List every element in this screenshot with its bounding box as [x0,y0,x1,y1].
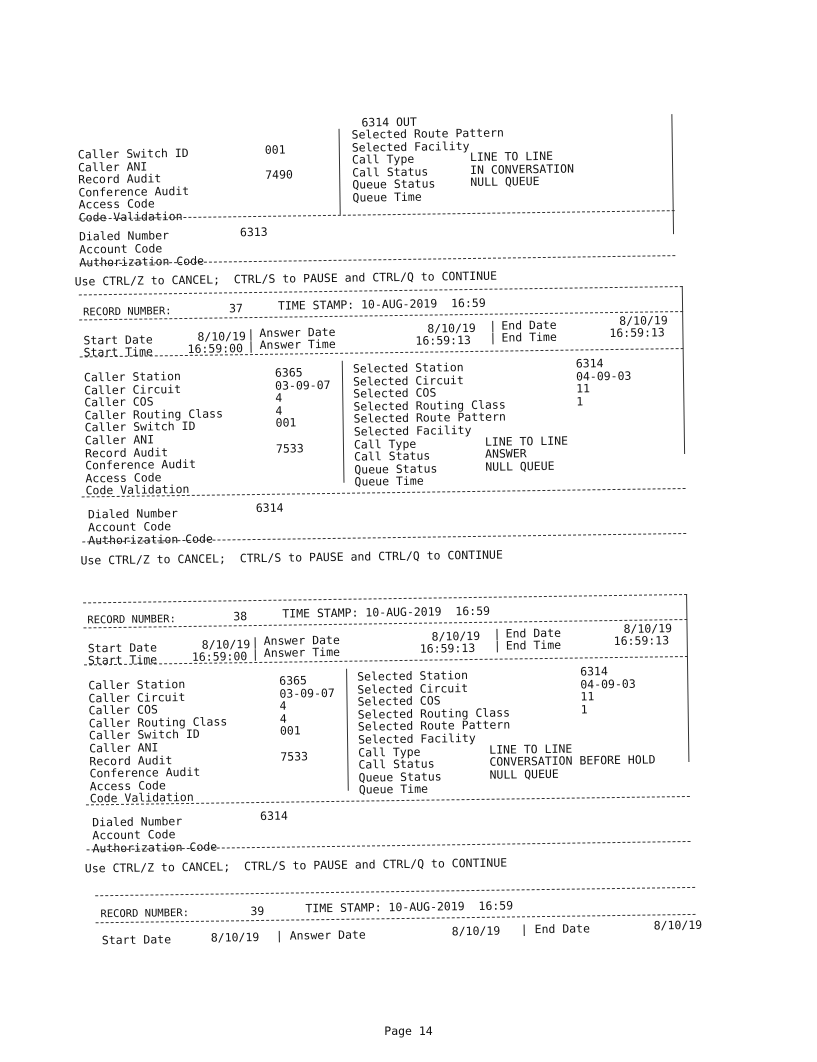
field-label: Conference Audit [78,183,190,199]
account-code-label: Account Code [92,827,176,843]
field-label: Call Type [358,744,421,760]
answer-date-label: Answer Date [259,324,336,340]
authorization-code-label: Authorization Code [88,531,213,548]
field-label: Access Code [89,778,166,794]
field-label: Caller Switch ID [84,419,196,435]
account-code-label: Account Code [79,241,163,257]
end-time-value: 16:59:13 [609,325,665,341]
field-label: Queue Time [352,189,422,205]
field-label: Selected COS [353,385,437,401]
pipe: | [489,330,497,345]
start-time-value: 16:59:00 [191,649,248,664]
field-label: Selected Station [352,360,464,376]
record-number-value: 37 [228,301,243,316]
field-value: 1 [576,394,584,409]
start-date-label: Start Date [87,640,158,656]
start-date-label: Start Date [83,332,153,348]
pipe: | [493,638,501,653]
answer-date-label: Answer Date [263,632,340,648]
field-value: 001 [275,415,297,431]
end-date-value: 8/10/19 [623,621,673,636]
field-label: Caller Station [83,369,182,385]
record-number-label: RECORD NUMBER: [87,613,176,627]
field-label: Code Validation [85,482,190,498]
field-label: Caller COS [88,702,158,718]
answer-time-label: Answer Time [259,336,336,352]
field-label: Caller ANI [84,432,155,448]
record-number-value: 38 [233,609,248,624]
right-border [671,114,674,234]
field-value: 1 [580,702,588,717]
start-time-label: Start Time [87,652,158,668]
field-label: Call Status [358,756,435,772]
field-value: 6365 [279,673,308,688]
end-date-label: | End Date [520,921,591,937]
end-time-value: 16:59:13 [613,633,670,649]
field-label: Call Status [352,164,429,180]
field-label: Call Type [351,151,415,167]
field-label: Selected Route Pattern [351,125,505,142]
answer-time-value: 16:59:13 [415,332,471,348]
field-label: Selected Facility [351,138,470,155]
field-value: 03-09-07 [279,685,335,701]
field-label: Caller ANI [77,158,148,174]
dialed-number-value: 6313 [239,224,268,240]
record-number-label: RECORD NUMBER: [82,305,172,319]
field-label: Record Audit [84,444,169,460]
field-value: LINE TO LINE [469,148,554,164]
column-divider [346,669,349,791]
field-label: Selected Route Pattern [357,717,511,734]
field-label: Selected Station [357,668,469,684]
record-number-value: 39 [250,903,265,919]
field-label: Caller Station [88,677,186,693]
field-value: 11 [580,689,595,704]
answer-date-label: | Answer Date [275,927,366,943]
field-label: Selected Circuit [357,680,469,697]
field-label: Code Validation [89,790,194,806]
field-label: Queue Status [352,176,436,192]
field-value: LINE TO LINE [489,741,573,757]
ctrl-message: Use CTRL/Z to CANCEL; CTRL/S to PAUSE and CTRL/Q to CONTINUE [74,268,498,289]
field-label: Caller Circuit [84,381,182,397]
start-date-value: 8/10/19 [201,637,251,652]
field-value: CONVERSATION BEFORE HOLD [489,752,656,769]
answer-date-value: 8/10/19 [431,628,481,644]
field-value: 4 [279,711,287,726]
field-label: Caller COS [84,394,154,410]
field-value: 001 [264,142,286,157]
start-time-value: 16:59:00 [187,341,244,356]
field-value: NULL QUEUE [489,766,559,782]
pipe: | [493,626,501,641]
answer-date-value: 8/10/19 [451,923,501,939]
field-value: NULL QUEUE [485,458,555,474]
field-value: 04-09-03 [575,368,632,384]
field-label: Queue Time [354,474,424,490]
field-value: 6365 [274,365,303,380]
end-date-label: End Date [505,625,562,641]
start-time-label: Start Time [83,344,153,360]
field-label: Caller Routing Class [84,406,224,423]
pipe: | [251,646,259,662]
field-label: Selected Routing Class [357,705,511,722]
account-code-label: Account Code [87,519,172,535]
field-value: 04-09-03 [580,676,636,692]
field-label: Caller Routing Class [88,714,228,731]
separator-line [95,887,695,896]
time-stamp: TIME STAMP: 10-AUG-2019 16:59 [305,898,514,916]
field-value: LINE TO LINE [484,433,569,449]
field-value: 001 [279,723,301,739]
authorization-code-label: Authorization Code [92,839,218,856]
column-divider [339,129,341,215]
answer-time-value: 16:59:13 [419,640,476,656]
dialed-number-label: Dialed Number [78,228,170,244]
field-label: Queue Status [358,769,442,785]
field-label: Selected Route Pattern [353,409,506,427]
field-value: NULL QUEUE [470,174,540,189]
pipe: | [247,327,255,342]
dialed-number-value: 6314 [260,808,288,823]
answer-date-value: 8/10/19 [427,320,476,336]
field-label: Selected Facility [357,730,476,747]
column-divider [342,361,345,483]
top-record [0,0,810,289]
field-value: 7533 [275,440,304,456]
field-value: ANSWER [484,446,527,461]
field-value: IN CONVERSATION [470,161,575,177]
field-value: 11 [576,381,591,396]
dialed-number-label: Dialed Number [87,506,178,522]
end-date-label: End Date [501,317,557,333]
separator-line [79,286,683,295]
dialed-number-value: 6314 [255,500,284,516]
field-label: Selected COS [357,693,441,709]
field-label: Record Audit [89,752,173,768]
field-value: 4 [275,390,283,405]
field-label: Caller Switch ID [77,145,189,162]
field-value: 6314 [575,356,604,371]
field-value: 7533 [280,748,309,764]
page-number: Page 14 [384,1024,433,1038]
start-date-label: Start Date [101,932,172,948]
field-label: Selected Circuit [352,372,464,389]
pipe: | [251,634,259,650]
field-label: Selected Facility [353,422,472,439]
end-time-label: End Time [505,637,562,653]
time-stamp: TIME STAMP: 10-AUG-2019 16:59 [277,295,486,313]
field-label: Queue Time [358,782,429,797]
column-divider [682,286,685,454]
pipe: | [489,318,497,333]
field-label: Code Validation [78,208,183,224]
separator-line [83,594,687,603]
start-date-value: 8/10/19 [197,329,246,344]
field-value: 4 [279,698,287,713]
end-date-value: 8/10/19 [653,917,703,933]
end-time-label: End Time [501,329,557,345]
ctrl-message: Use CTRL/Z to CANCEL; CTRL/S to PAUSE and CTRL/Q to CONTINUE [80,547,503,568]
field-label: Selected Routing Class [353,397,506,414]
dialed-number-label: Dialed Number [92,814,183,830]
field-label: Conference Audit [89,765,201,781]
field-label: Caller Circuit [88,689,186,705]
end-date-value: 8/10/19 [619,313,668,328]
route-header: 6314 OUT [361,114,417,130]
field-label: Record Audit [78,171,162,187]
ctrl-message: Use CTRL/Z to CANCEL; CTRL/S to PAUSE and CTRL/Q to CONTINUE [84,855,508,876]
answer-time-label: Answer Time [263,644,341,660]
field-value: 7490 [265,167,293,182]
field-label: Caller Switch ID [88,727,200,743]
field-label: Call Type [353,436,417,452]
column-divider [686,594,689,762]
field-label: Caller ANI [89,740,159,756]
field-label: Call Status [354,448,431,464]
time-stamp: TIME STAMP: 10-AUG-2019 16:59 [282,603,491,621]
authorization-code-label: Authorization Code [79,253,205,270]
field-value: 4 [275,403,283,418]
record-number-label: RECORD NUMBER: [100,906,190,921]
field-label: Conference Audit [85,457,197,473]
field-label: Access Code [78,196,155,212]
field-label: Access Code [85,470,162,486]
pipe: | [247,339,255,354]
field-value: 03-09-07 [275,377,331,393]
field-value: 6314 [580,664,608,679]
start-date-value: 8/10/19 [210,930,260,945]
field-label: Queue Status [354,461,438,477]
